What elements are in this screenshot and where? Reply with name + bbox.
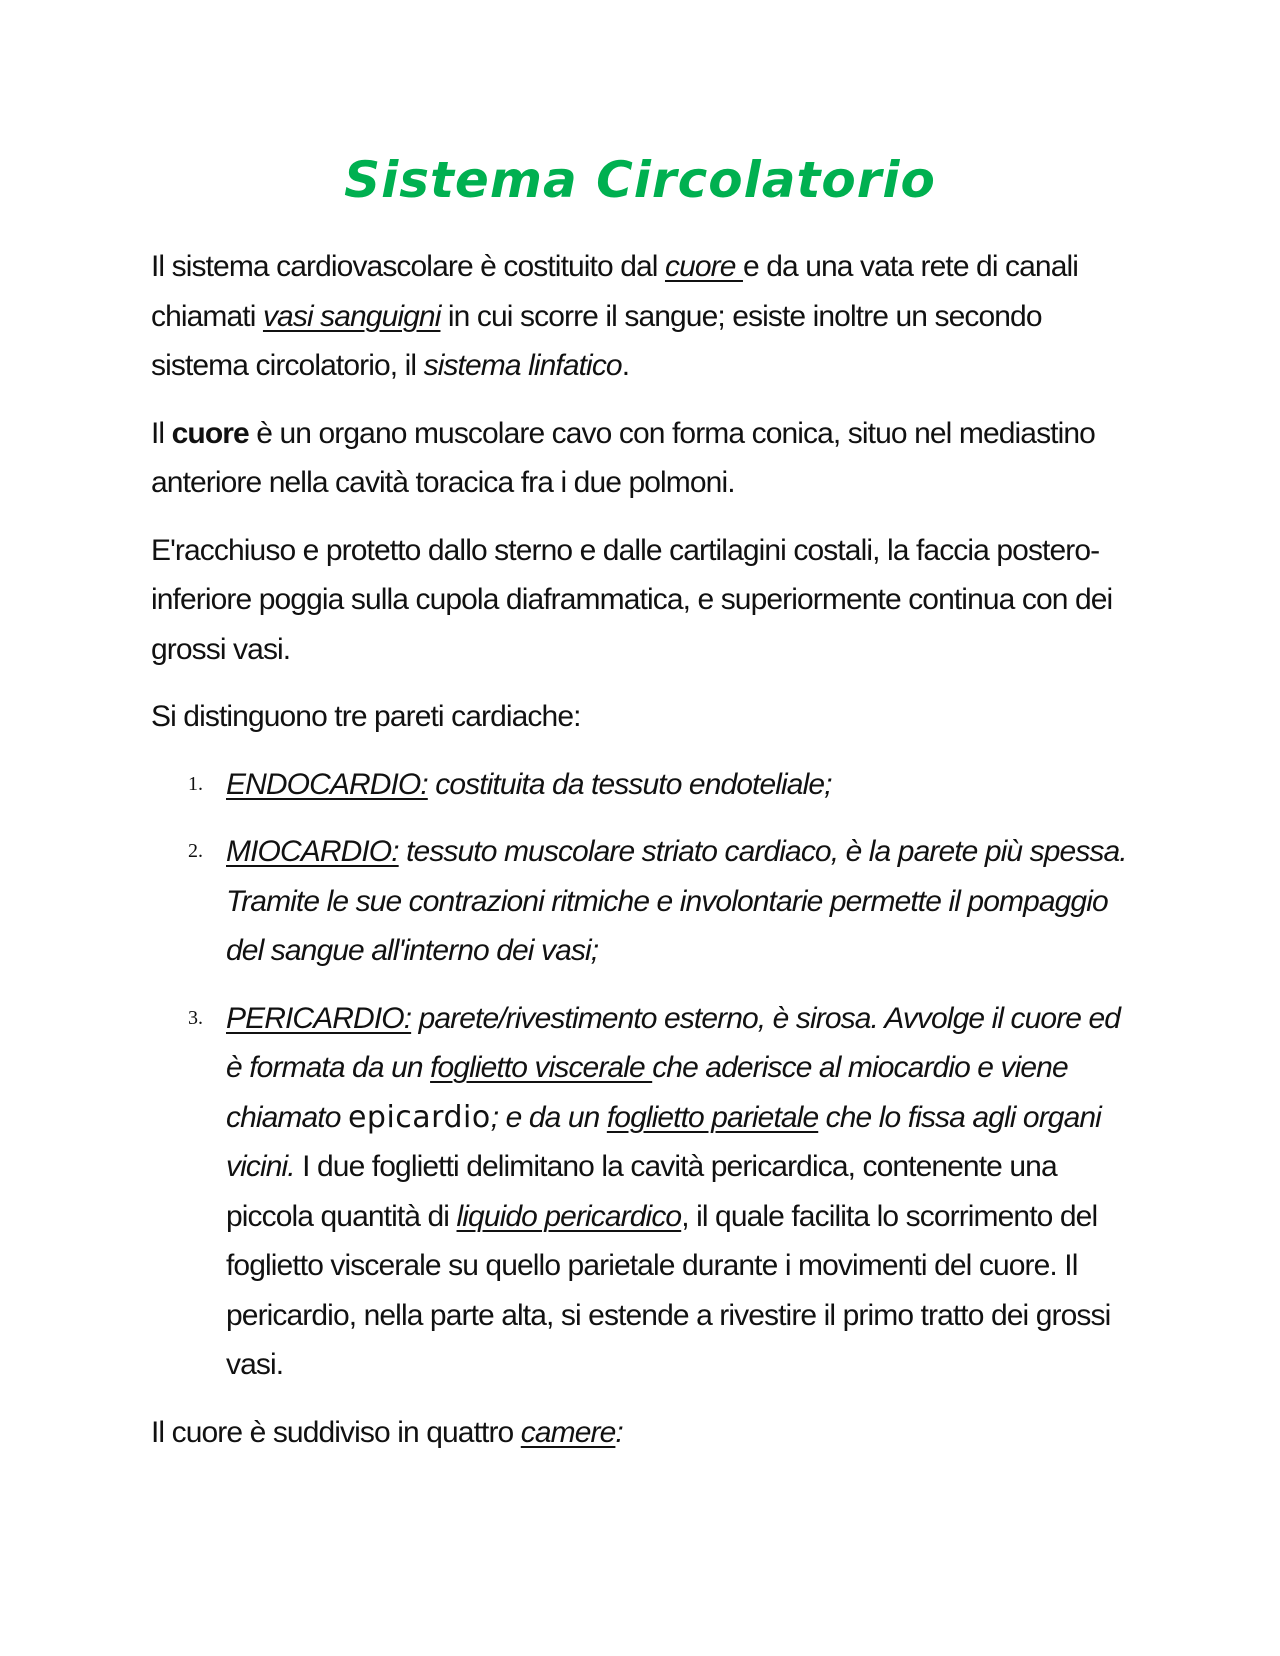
text-run: I due foglietti delimitano la cavità pericardica, contenente una piccola quantità di (226, 1150, 1057, 1233)
text-run: , il quale facilita lo scorrimento del foglietto viscerale su quello parietale durante i movimenti del cuore. Il pericardio, nella parte alta, si estende a rivestire il primo tratto dei grossi vasi. (226, 1199, 1111, 1381)
term-pericardio: PERICARDIO: (226, 1001, 412, 1035)
text-run: che aderisce al miocardio e viene chiamato (226, 1051, 1068, 1134)
text-run: Il (151, 416, 172, 450)
list-number: 2. (188, 840, 203, 862)
list-number: 1. (188, 772, 203, 795)
paragraph-cuore (151, 409, 1141, 508)
text-run: : (615, 1415, 623, 1449)
list-item (188, 827, 1141, 976)
paragraph-camere (151, 1408, 1141, 1458)
text-run: Il cuore è suddiviso in quattro (151, 1415, 521, 1449)
text-run: che lo fissa agli organi vicini. (226, 1100, 1101, 1183)
term-camere: camere (520, 1415, 616, 1449)
paragraph-intro (151, 242, 1141, 391)
pareti-list (151, 760, 1141, 1390)
list-item (188, 994, 1141, 1390)
list-number: 3. (188, 1006, 203, 1029)
term-cuore: cuore (664, 250, 743, 283)
text-run: . (621, 349, 630, 382)
term-epicardio: epicardio (347, 1099, 491, 1135)
document-body (151, 242, 1141, 1475)
text-run: Il sistema cardiovascolare è costituito dal (151, 250, 665, 283)
text-run: in cui scorre il sangue; esiste inoltre un secondo sistema circolatorio, il (151, 299, 1042, 382)
text-run: ; e da un (490, 1100, 607, 1134)
text-run: è un organo muscolare cavo con forma conica, situo nel mediastino anteriore nella cavità toracica fra i due polmoni. (151, 416, 1095, 499)
list-item (188, 760, 1141, 810)
text-run: parete/rivestimento esterno, è sirosa. Avvolge il cuore ed è formata da un (226, 1001, 1121, 1084)
text-run: costituita da tessuto endoteliale; (427, 767, 832, 801)
term-foglietto-parietale: foglietto parietale (606, 1100, 819, 1134)
term-foglietto-viscerale: foglietto viscerale (430, 1051, 653, 1084)
paragraph-protezione: E'racchiuso e protetto dallo sterno e dalle cartilagini costali, la faccia postero-inferiore poggia sulla cupola diaframmatica, e superiormente continua con dei grossi vasi. (151, 533, 1113, 666)
term-sistema-linfatico: sistema linfatico (423, 349, 622, 382)
paragraph-pareti: Si distinguono tre pareti cardiache: (151, 700, 581, 733)
term-vasi-sanguigni: vasi sanguigni (262, 299, 441, 333)
term-miocardio: MIOCARDIO: (226, 835, 399, 868)
document-title: Sistema Circolatorio (344, 151, 936, 209)
term-cuore-bold: cuore (171, 416, 249, 450)
text-run: tessuto muscolare striato cardiaco, è la parete più spessa. Tramite le sue contrazioni ritmiche e involontarie permette il pompaggio del sangue all'interno dei vasi; (226, 835, 1127, 967)
term-liquido-pericardico: liquido pericardico (456, 1199, 682, 1233)
term-endocardio: ENDOCARDIO: (226, 767, 428, 801)
text-run: e da una vata rete di canali chiamati (151, 250, 1079, 333)
